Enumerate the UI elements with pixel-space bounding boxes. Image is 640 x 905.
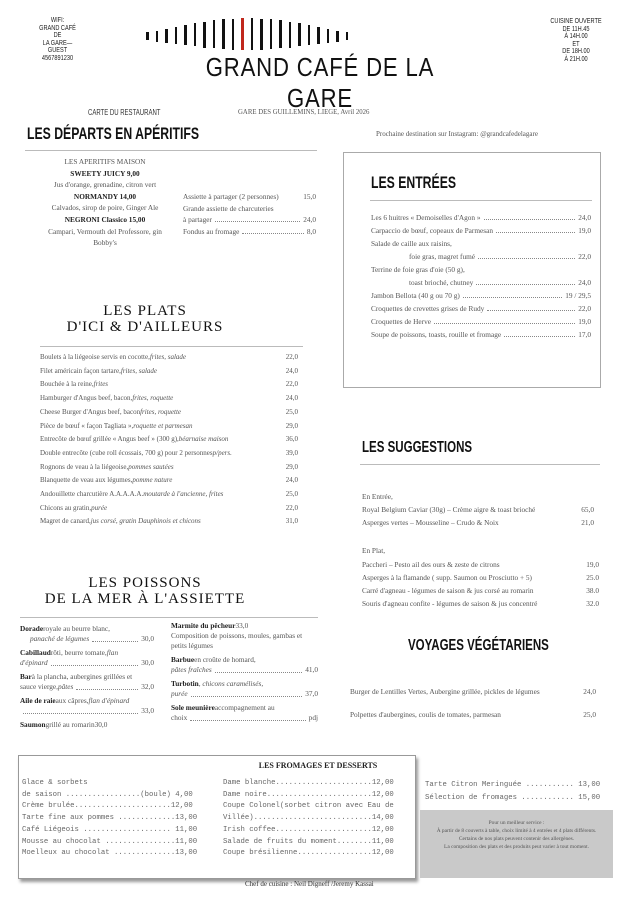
desserts-col1 [22,778,197,860]
fish-line [20,720,154,730]
menu-item [40,474,298,488]
item-price: 65,0 [581,505,594,514]
menu-item [40,392,298,406]
fish-item [20,624,154,644]
item-name: Chicons au gratin, [40,503,92,512]
suggestions-entrees [362,503,594,529]
item-name: Grande assiette de charcuteries [183,203,274,213]
fish-name: Cabillaud [20,648,51,657]
menu-item [40,365,298,379]
item-name: Blanquette de veau aux légumes, [40,476,133,485]
item-name: Boulets à la liégeoise servis en cocotte, [40,353,150,361]
menu-item [183,191,316,203]
item-price: 22,0 [285,353,298,361]
dessert-item: Mousse au chocolat ................11,00 [22,837,198,846]
logo-bar [184,25,187,45]
item-price: 15,0 [303,192,316,201]
fish-line [20,624,154,634]
fish-name: Sole meunière [171,703,215,712]
menu-item [371,328,591,341]
menu-item [40,420,298,434]
dessert-item: Dame noire........................12,00 [223,790,394,799]
fish-garnish: , chicons caramélisés, [198,679,264,688]
dot-leader [434,323,575,324]
dessert-item: Villée)...........................14,00 [223,814,394,823]
aperitifs-title: LES DÉPARTS EN APÉRITIFS [27,124,200,143]
fish-garnish: purée [171,689,188,698]
fish-desc: accompagnement au [214,703,275,712]
menu-item [362,597,599,610]
sharing-list [183,191,316,237]
menu-item [371,250,591,263]
item-name: à partager [183,215,212,224]
item-name: Magret de canard, [40,517,91,526]
menu-item [362,516,594,529]
menu-item [40,461,298,475]
item-price: 22,0 [285,503,298,512]
suggestions-plat-label: En Plat, [362,546,386,555]
cocktail-desc: Campari, Vermouth del Professore, gin [48,226,162,236]
menu-item [40,406,298,420]
item-name: Entrecôte de bœuf grillée « Angus beef » (300 g), [40,435,179,444]
item-garnish: purée [91,503,108,512]
item-price: 39,0 [285,448,298,457]
fish-garnish: flan d'épinard [88,696,130,705]
item-price: 21,0 [581,518,594,527]
item-name: toast brioché, chutney [409,278,474,287]
dessert-item: Glace & sorbets [22,779,88,787]
logo-bar [308,25,311,45]
menu-item [371,237,591,250]
fish-name: Marmite du pêcheur [171,621,236,630]
fish-name: Saumon [20,720,46,729]
menu-item [40,433,298,447]
poissons-right [171,617,318,723]
logo-bars [146,18,348,50]
menu-item [371,211,591,224]
item-price: 32.0 [586,599,599,608]
item-name: Filet américain façon tartare, [40,366,121,375]
logo-bar [346,32,349,40]
fish-price: 30,0 [141,658,154,667]
logo-text: GRAND CAFÉ DE LA GARE [205,52,435,113]
dot-leader [215,672,302,673]
entrees-list [371,211,591,341]
item-name: Salade de caille aux raisins, [371,239,452,248]
dot-leader [478,258,575,259]
fish-item [20,672,154,692]
fish-name: Turbotin [171,679,199,688]
dessert-item: Tarte fine aux pommes .............13,00 [22,814,198,823]
item-name: Croquettes de Herve [371,317,431,326]
menu-item [371,289,591,302]
fish-line [20,682,154,692]
suggestions-entree-label: En Entrée, [362,492,393,501]
fish-garnish: d'épinard [20,658,48,667]
fish-line [20,672,154,682]
fish-desc: choix [171,713,188,722]
dot-leader [191,696,303,697]
fish-desc: grillé au romarin [45,720,95,729]
item-name: Carpaccio de bœuf, copeaux de Parmesan [371,226,493,235]
cocktail-desc: Bobby's [93,238,117,248]
fish-name: Barbue [171,655,195,664]
item-price: 24,0 [285,394,298,403]
item-price: 19,0 [586,560,599,569]
fish-price: 33,0 [235,621,249,630]
service-notice [420,810,613,878]
item-garnish: frites [93,380,109,389]
fish-name: Bar [20,672,32,681]
fish-desc: rôti, beurre tomate, [50,648,107,657]
fish-price: 41,0 [305,665,318,674]
item-name: Andouillette charcutière A.A.A.A.A. [40,490,144,499]
item-price: 24,0 [583,687,596,696]
item-garnish: pomme nature [132,476,173,485]
item-price: 31,0 [285,517,298,526]
item-name: Asperges à la flamande ( supp. Saumon ou Prosciutto + 5) [362,573,532,582]
fish-price: 30,0 [94,720,108,729]
item-price: 25,0 [285,407,298,416]
fish-price: 33,0 [141,706,154,715]
logo-bar [203,22,206,48]
plats-title-line1: LES PLATS [103,303,187,319]
fish-name: Dorade [20,624,44,633]
fish-item [171,703,318,723]
fish-item [20,696,154,716]
item-price: 24,0 [578,213,591,222]
dot-leader [463,297,562,298]
fish-line [171,703,318,713]
menu-item [371,302,591,315]
item-name: Rognons de veau à la liégeoise, [40,462,129,471]
item-price: 19,0 [578,317,591,326]
item-garnish: pommes sautées [128,462,174,471]
wifi-info [36,17,80,62]
item-price: 24,0 [285,476,298,485]
fish-garnish: panaché de légumes [30,634,90,643]
fish-line [171,689,318,699]
logo-bar [260,19,263,50]
logo-bar [232,19,235,50]
item-name: Pièce de bœuf « façon Tagliata », [40,421,134,430]
fish-desc: sauce vierge, [20,682,58,691]
fish-line [20,658,154,668]
item-name: Cheese Burger d'Angus beef, bacon [40,407,141,416]
item-price: 25,0 [583,710,596,719]
item-name: Burger de Lentilles Vertes, Aubergine grillée, pickles de légumes [350,687,540,696]
wifi-network-2: LA GARE—GUEST [42,39,73,54]
dessert-item: Dame blanche......................12,00 [223,779,394,787]
cocktail-desc: LES APERITIFS MAISON [64,157,146,166]
item-name: Polpettes d'aubergines, coulis de tomates, parmesan [350,710,501,719]
poissons-title [20,575,270,607]
logo-bar [327,29,330,43]
hours-line: CUISINE OUVERTE [550,18,602,25]
menu-item [40,502,298,516]
fish-line [171,621,318,631]
logo-bar [175,27,178,44]
dot-leader [504,336,575,337]
menu-item [371,263,591,276]
desserts-col3 [425,779,600,805]
logo-bar [336,31,339,42]
item-price: 17,0 [578,330,591,339]
item-price: 29,0 [285,462,298,471]
dessert-item: Sélection de fromages ............ 15,00 [425,794,601,802]
fish-price: pdj [308,713,318,722]
hours-line: DE 11H.45 [562,25,590,33]
logo-bar [298,23,301,46]
item-name: Terrine de foie gras d'oie (50 g), [371,265,465,274]
hours-line: ET [572,40,580,48]
suggestions-title: LES SUGGESTIONS [362,439,473,456]
logo-bar [251,18,254,50]
dessert-item: Salade de fruits du moment........11,00 [223,837,394,846]
entrees-title: LES ENTRÉES [371,173,457,192]
item-name: Bouchée à la reine, [40,380,94,389]
item-name: Double entrecôte (cube roll écossais, 700 g) pour 2 personnes [40,448,213,457]
plats-title [20,303,270,335]
item-price: 8,0 [306,226,316,236]
item-price: 36,0 [285,435,298,444]
dot-leader [215,221,300,222]
carte-label: CARTE DU RESTAURANT [88,108,161,117]
notice-line: Certains de nos plats peuvent contenir des allergènes. [458,836,575,842]
kitchen-hours [547,18,605,63]
notice-line: La composition des plats et des produits peut varier à tout moment. [444,844,589,850]
fish-line [20,634,154,644]
dessert-item: Café Liégeois .................... 11,00 [22,825,198,834]
fish-desc: Composition de poissons, moules, gambas et petits légumes [171,631,303,650]
menu-item [350,680,596,703]
fish-item [171,655,318,675]
logo-bar [146,32,149,40]
item-garnish: frites, salade [149,353,186,361]
menu-item [362,503,594,516]
dot-leader [242,233,304,234]
menu-item [183,203,316,215]
item-name: Souris d'agneau confite - légumes de saison & jus concentré [362,599,538,608]
notice-line: Pour un meilleur service : [488,820,545,826]
logo-bar [289,22,292,48]
dot-leader [484,219,576,220]
dessert-item: Coupe brésilienne.................12,00 [223,849,394,858]
item-price: 22,0 [578,304,591,313]
hours-line: DE 18H.00 [562,48,590,55]
aperitifs-list [25,156,185,249]
cocktail-name: NEGRONI Classico 15,00 [64,214,146,224]
dot-leader [496,232,575,233]
item-price: 22,0 [285,380,298,389]
fish-price: 30,0 [141,634,154,643]
fish-price: 37,0 [305,689,318,698]
menu-item [183,226,316,238]
logo-bar [270,19,273,49]
logo-bar [241,18,244,50]
fish-line [20,648,154,658]
menu-item [362,584,599,597]
dessert-item: de saison .................(boule) 4,00 [22,790,193,799]
fish-name: Aile de raie [20,696,56,705]
cocktail-desc: Calvados, sirop de poire, Ginger Ale [51,203,159,213]
item-price: 25.0 [586,573,599,582]
item-garnish: frites, salade [120,366,158,375]
poissons-left [20,620,154,730]
item-name: Soupe de poissons, toasts, rouille et fromage [371,330,502,339]
menu-item [362,558,599,571]
dessert-item: Tarte Citron Meringuée ........... 13,00 [425,781,601,789]
item-price: 38.0 [586,586,599,595]
dot-leader [92,641,138,642]
item-price: 24,0 [285,366,298,375]
cocktail-name: NORMANDY 14,00 [73,191,137,201]
plats-title-line2: D'ICI & D'AILLEURS [66,319,224,335]
dot-leader [76,689,138,690]
suggestions-plats [362,558,599,610]
menu-item [40,351,298,365]
fish-line [20,696,154,706]
item-garnish: moutarde à l'ancienne, frites [143,490,224,499]
item-name: Assiette à partager (2 personnes) [183,192,279,201]
fish-price: 32,0 [141,682,154,691]
menu-item [371,276,591,289]
item-price: 19,0 [578,226,591,235]
fish-item [20,720,154,730]
hours-line: À 14H.00 [564,33,588,40]
menu-item [40,488,298,502]
hours-line: À 21H.00 [564,55,588,63]
fish-line [171,665,318,675]
item-name: Jambon Bellota (40 g ou 70 g) [371,291,460,300]
fish-desc: en croûte de homard, [194,655,256,664]
fish-line [171,679,318,689]
item-name: Asperges vertes – Mousseline – Crudo & Noix [362,518,499,527]
dot-leader [51,665,139,666]
dot-leader [23,713,138,714]
cocktail-desc: Jus d'orange, grenadine, citron vert [53,180,157,190]
dessert-item: Irish coffee......................12,00 [223,825,394,834]
menu-item [40,378,298,392]
fish-line [20,706,154,716]
fish-item [171,621,318,651]
fish-item [20,648,154,668]
menu-item [40,515,298,529]
dot-leader [190,720,305,721]
item-garnish: frites, roquette [140,407,182,416]
item-garnish: frites, roquette [132,394,174,403]
item-price: 29,0 [285,421,298,430]
logo-bar [317,27,320,44]
location-date: GARE DES GUILLEMINS, LIEGE, Avril 2026 [238,109,370,116]
instagram-note: Prochaine destination sur Instagram: @grandcafedelagare [376,130,538,138]
fish-item [171,679,318,699]
menu-item [40,447,298,461]
logo-bar [279,20,282,48]
item-price: 24,0 [303,215,316,224]
fish-desc: royale au beurre blanc, [43,624,110,633]
item-name: Royal Belgium Caviar (30g) – Crème aigre & toast brioché [362,505,536,514]
dot-leader [487,310,575,311]
item-name: foie gras, magret fumé [409,252,476,261]
wifi-label: WIFI: [50,17,65,24]
item-price: 25,0 [285,490,298,499]
poissons-title-line1: LES POISSONS [88,575,202,591]
notice-line: À partir de 8 couverts à table, choix limité à 4 entrées et 4 plats différents. [436,828,597,834]
fish-garnish: flan [106,648,119,657]
item-name: Paccheri – Pesto ail des ours & zeste de citrons [362,560,500,569]
dessert-item: Crème brulée......................12,00 [22,802,193,811]
chef-credit: Chef de cuisine : Neil Digneff /Jeremy Kassai [245,880,374,888]
wifi-password: 4567891230 [41,54,74,62]
plats-list [40,351,298,529]
menu-item [371,224,591,237]
logo-bar [156,31,159,42]
item-garnish: roquette et parmesan [133,421,193,430]
item-name: Les 6 huitres « Demoiselles d'Agon » [371,213,481,222]
item-name: Hamburger d'Angus beef, bacon, [40,394,133,403]
fish-line [171,713,318,723]
fish-garnish: pâtes fraîches [171,665,212,674]
dessert-item: Coupe Colonel(sorbet citron avec Eau de [223,802,394,811]
item-price: 24,0 [578,278,591,287]
fish-desc: aux câpres, [55,696,89,705]
menu-item [362,571,599,584]
fish-line [171,655,318,665]
logo-bar [194,23,197,46]
item-price: 22,0 [578,252,591,261]
desserts-col2 [223,778,394,860]
cocktail-name: SWEETY JUICY 9,00 [70,168,140,178]
dessert-item: Moelleux au chocolat ..............13,00 [22,849,198,858]
item-name: Fondus au fromage [183,226,240,236]
vegetarien-title: VOYAGES VÉGÉTARIENS [408,637,549,654]
desserts-title: LES FROMAGES ET DESSERTS [258,761,378,770]
logo-bar [222,19,225,49]
vegetarien-list [350,680,596,726]
logo-bar [165,29,168,43]
item-garnish: jus corsé, gratin Dauphinois et chicons [90,517,201,526]
menu-item [371,315,591,328]
dot-leader [476,284,575,285]
item-garnish: béarnaise maison [178,435,229,444]
item-name: Croquettes de crevettes grises de Rudy [371,304,485,313]
item-name: Carré d'agneau - légumes de saison & jus corsé au romarin [362,586,534,595]
menu-item [183,214,316,226]
wifi-network: GRAND CAFÉ DE [39,24,76,39]
fish-garnish: pâtes [57,682,74,691]
item-garnish: p/pers. [212,448,232,457]
logo-bar [213,20,216,48]
poissons-title-line2: DE LA MER À L'ASSIETTE [44,591,246,607]
item-price: 19 / 29,5 [565,291,591,300]
fish-desc: à la plancha, aubergines grillées et [31,672,133,681]
menu-item [350,703,596,726]
